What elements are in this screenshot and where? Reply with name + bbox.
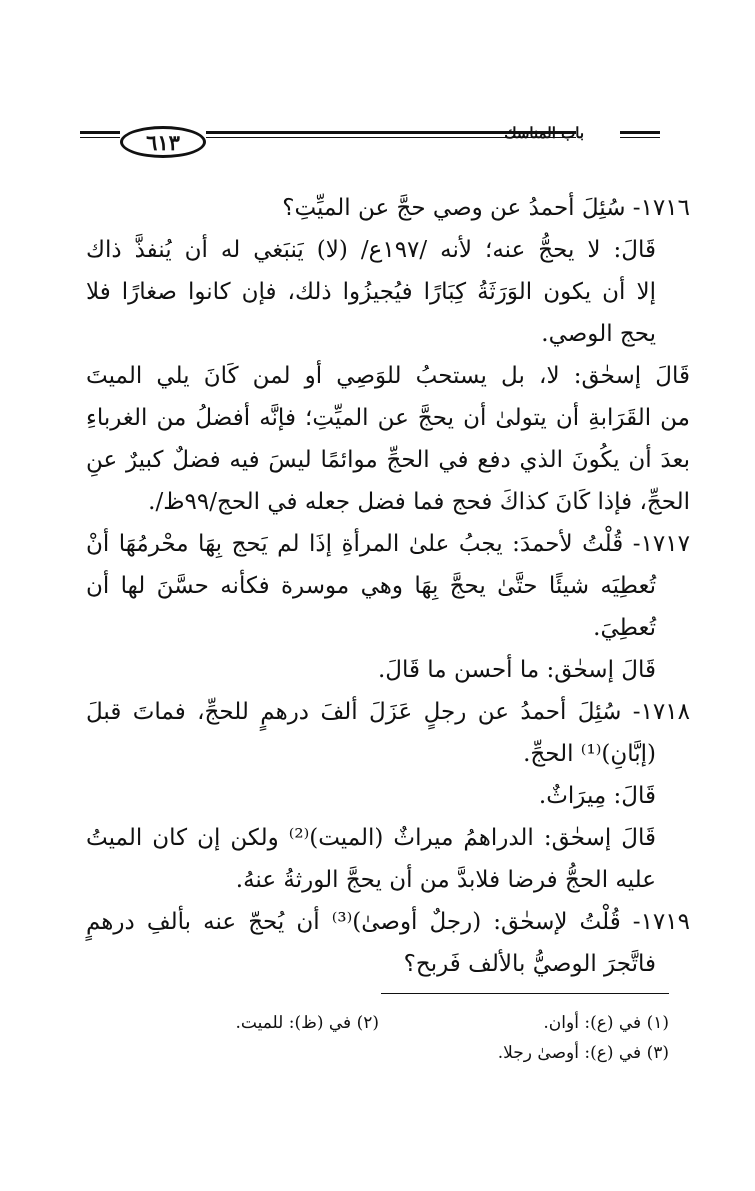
header-rule-right-top <box>620 131 660 134</box>
text-line: قَالَ إسحٰق: ما أحسن ما قَالَ. <box>377 657 656 683</box>
text-line: بعدَ أن يكُونَ الذي دفع في الحجِّ موائمًا ليسَ فيه فضلٌ كبيرٌ عنِ <box>86 447 690 473</box>
text-line: قَالَ: لا يحجُّ عنه؛ لأنه /١٩٧ع/ (لا) يَنبَغي له أن يُنفذَّ ذاك <box>86 237 656 263</box>
header-rule-left-bottom <box>80 137 120 138</box>
footnote-3: (٣) في (ع): أوصىٰ رجلا. <box>497 1043 669 1063</box>
footnote-row <box>149 1038 669 1068</box>
text-line: ١٧١٦- سُئِلَ أحمدُ عن وصي حجَّ عن الميِّتِ؟ <box>282 195 690 221</box>
footnotes <box>149 1008 669 1068</box>
running-head: باب المناسك <box>504 124 584 142</box>
text-line: قَالَ إسحٰق: الدراهمُ ميراثٌ (الميت)⁽²⁾ ولكن إن كان الميتُ <box>86 825 656 851</box>
text-line: ١٧١٩- قُلْتُ لإسحٰق: (رجلٌ أوصىٰ)⁽³⁾ أن يُحجّ عنه بألفِ درهمٍ <box>86 909 690 935</box>
footnote-separator <box>381 993 669 994</box>
footnote-1: (١) في (ع): أوان. <box>543 1013 669 1033</box>
text-line: قَالَ: مِيرَاثٌ. <box>538 783 656 809</box>
header-rule-left-top <box>80 131 120 134</box>
text-line: (إبَّانِ)⁽¹⁾ الحجِّ. <box>523 741 656 767</box>
header-rule-right-bottom <box>620 137 660 138</box>
page-number: ٦١٣ <box>146 129 180 155</box>
page-header <box>80 116 680 160</box>
text-line: قَالَ إسحٰق: لا، بل يستحبُ للوَصِي أو لمن كَانَ يلي الميتَ <box>86 363 690 389</box>
text-line: فاتَّجرَ الوصيُّ بالألف فَربح؟ <box>403 951 656 977</box>
text-line: إلا أن يكون الوَرَثَةُ كِبَارًا فيُجيزُوا ذلك، فإن كانوا صغارًا فلا <box>86 279 656 305</box>
footnote-row <box>149 1008 669 1038</box>
text-line: يحج الوصي. <box>541 321 656 347</box>
text-line: ١٧١٨- سُئِلَ أحمدُ عن رجلٍ عَزَلَ ألفَ درهمٍ للحجِّ، فماتَ قبلَ <box>86 699 690 725</box>
page-number-oval <box>120 126 206 158</box>
text-line: تُعطِيَ. <box>593 615 656 641</box>
text-line: ١٧١٧- قُلْتُ لأحمدَ: يجبُ علىٰ المرأةِ إذَا لم يَحج بِهَا محْرمُهَا أنْ <box>86 531 690 557</box>
page-body <box>86 187 690 985</box>
text-line: تُعطِيَه شيئًا حتَّىٰ يحجَّ بِهَا وهي موسرة فكأنه حسَّنَ لها أن <box>86 573 656 599</box>
text-line: من القَرَابةِ أن يتولىٰ أن يحجَّ عن الميِّتِ؛ فإنَّه أفضلُ من الغرباءِ <box>86 405 690 431</box>
text-line: عليه الحجُّ فرضا فلابدَّ من أن يحجَّ الورثةُ عنهُ. <box>235 867 656 893</box>
footnote-2: (٢) في (ظ): للميت. <box>235 1013 379 1033</box>
text-line: الحجِّ، فإذا كَانَ كذاكَ فحج فما فضل جعله في الحج/٩٩ظ/. <box>148 489 690 515</box>
